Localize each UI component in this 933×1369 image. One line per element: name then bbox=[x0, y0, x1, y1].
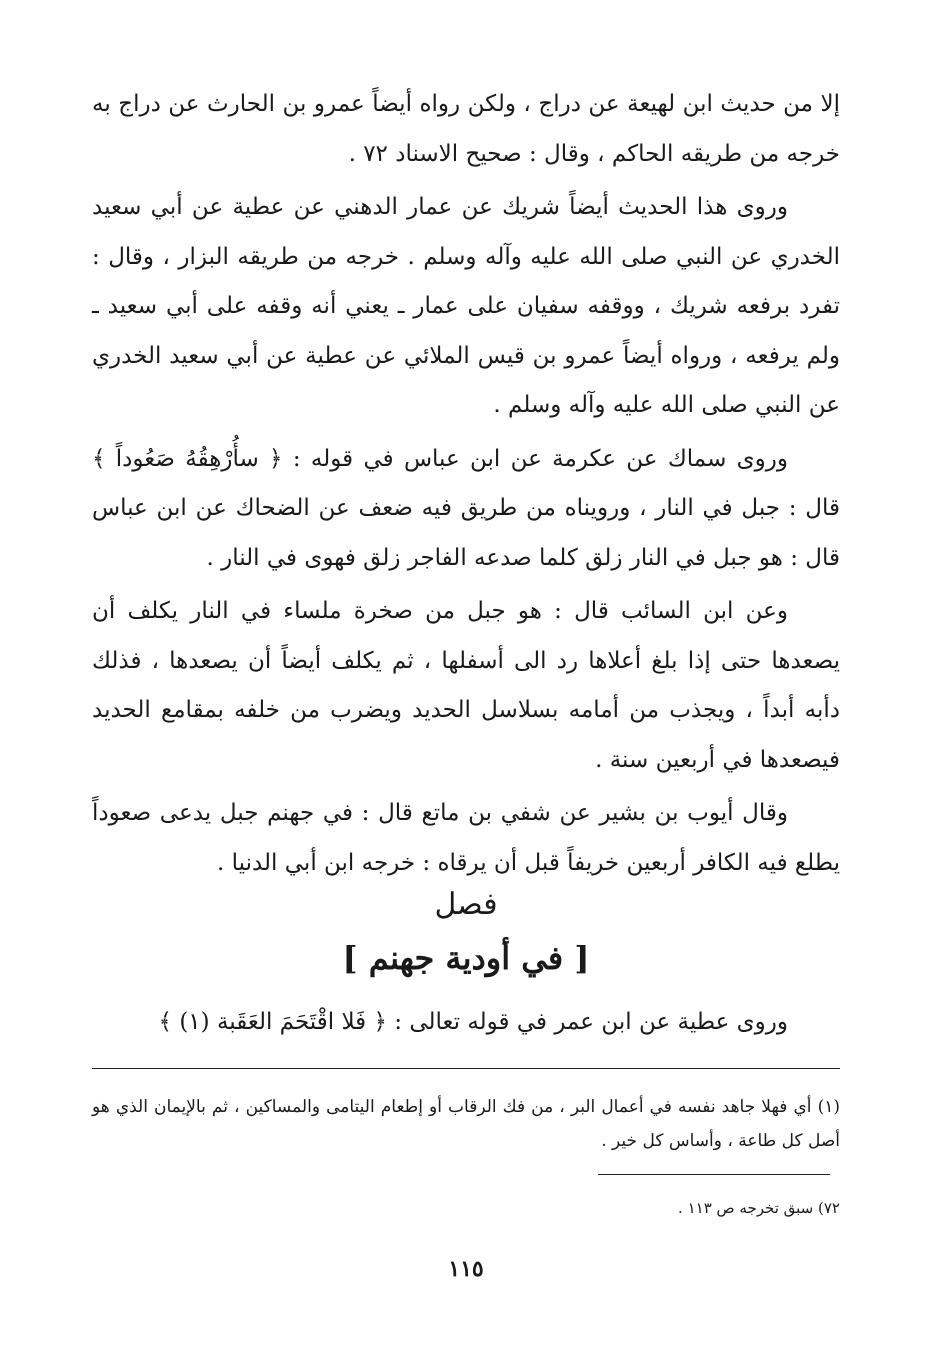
footnote: (١) أي فهلا جاهد نفسه في أعمال البر ، من فك الرقاب أو إطعام اليتامى والمساكين ، ثم بالإيمان الذي هو أصل كل طاعة ، وأساس كل خير . bbox=[92, 1097, 840, 1151]
paragraph-4: وعن ابن السائب قال : هو جبل من صخرة ملساء في النار يكلف أن يصعدها حتى إذا بلغ أعلاها رد الى أسفلها ، ثم يكلف أيضاً أن يصعدها ، فذلك دأبه أبداً ، ويجذب من أمامه بسلاسل الحديد ويضرب من خلفه بمقامع الحديد فيصعدها في أربعين سنة . bbox=[92, 598, 840, 773]
paragraph-2: وروى هذا الحديث أيضاً شريك عن عمار الدهني عن عطية عن أبي سعيد الخدري عن النبي صلى الله عليه وآله وسلم . خرجه من طريقه البزار ، وقال : تفرد برفعه شريك ، ووقفه سفيان على عمار ـ يعني أنه وقفه على أبي سعيد ـ ولم يرفعه ، ورواه أيضاً عمرو بن قيس الملائي عن عطية عن أبي سعيد الخدري عن النبي صلى الله عليه وآله وسلم . bbox=[92, 194, 840, 418]
paragraph-5: وقال أيوب بن بشير عن شفي بن ماتع قال : في جهنم جبل يدعى صعوداً يطلع فيه الكافر أربعين خريفاً قبل أن يرقاه : خرجه ابن أبي الدنيا . bbox=[92, 800, 840, 876]
endnote: ٧٢) سبق تخرجه ص ١١٣ . bbox=[678, 1199, 840, 1217]
section-heading bbox=[92, 880, 840, 986]
closing-paragraph: وروى عطية عن ابن عمر في قوله تعالى : ﴿ فَلا اقْتَحَمَ العَقَبة (١) ﴾ bbox=[158, 1009, 788, 1035]
section-title: [ في أودية جهنم ] bbox=[342, 939, 590, 977]
main-text bbox=[92, 80, 840, 892]
section-label: فصل bbox=[434, 887, 498, 922]
endnote-divider bbox=[598, 1174, 830, 1175]
footnote-divider bbox=[92, 1068, 840, 1069]
paragraph-3: وروى سماك عن عكرمة عن ابن عباس في قوله : ﴿ سأُرْهِقُهُ صَعُوداً ﴾ قال : جبل في النار ، ورويناه من طريق فيه ضعف عن الضحاك عن ابن عباس قال : هو جبل في النار زلق كلما صدعه الفاجر زلق فهوى في النار . bbox=[92, 445, 840, 571]
paragraph-1: إلا من حديث ابن لهيعة عن دراج ، ولكن رواه أيضاً عمرو بن الحارث عن دراج به خرجه من طريقه الحاكم ، وقال : صحيح الاسناد ٧٢ . bbox=[92, 91, 840, 167]
page-number: ١١٥ bbox=[448, 1256, 484, 1282]
